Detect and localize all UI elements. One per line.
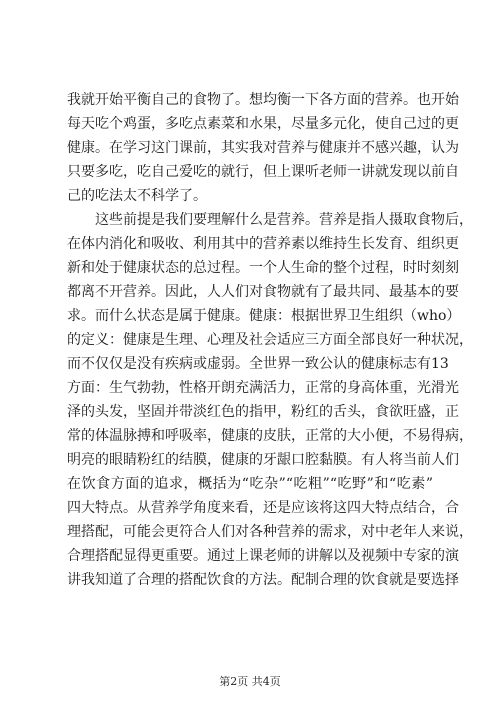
body-line: 在饮食方面的追求，概括为“吃杂”“吃粗”“吃野”和“吃素” xyxy=(67,476,433,492)
body-line: 健康。在学习这门课前，其实我对营养与健康并不感兴趣，认为 xyxy=(67,140,459,156)
body-line: 常的体温脉搏和呼吸率，健康的皮肤，正常的大小便，不易得病， xyxy=(67,428,473,444)
body-line: 都离不开营养。因此，人人们对食物就有了最共同、最基本的要 xyxy=(67,284,459,300)
body-line: 每天吃个鸡蛋，多吃点素菜和水果，尽量多元化，使自己过的更 xyxy=(67,116,459,132)
body-line: 理搭配，可能会更符合人们对各种营养的需求，对中老年人来说， xyxy=(67,524,473,540)
body-line: 明亮的眼睛粉红的结膜，健康的牙龈口腔黏膜。有人将当前人们 xyxy=(67,452,459,468)
body-line: 四大特点。从营养学角度来看，还是应该将这四大特点结合，合 xyxy=(67,500,459,516)
body-line: 我就开始平衡自己的食物了。想均衡一下各方面的营养。也开始 xyxy=(67,92,459,108)
body-line: 己的吃法太不科学了。 xyxy=(67,188,207,204)
body-line: 而不仅仅是没有疾病或虚弱。全世界一致公认的健康标志有13 xyxy=(67,356,449,372)
body-line: 的定义：健康是生理、心理及社会适应三方面全部良好一种状况， xyxy=(67,332,473,348)
body-line: 只要多吃，吃自己爱吃的就行，但上课听老师一讲就发现以前自 xyxy=(67,164,459,180)
body-line: 这些前提是我们要理解什么是营养。营养是指人摄取食物后， xyxy=(67,212,473,228)
body-line: 求。而什么状态是属于健康。健康：根据世界卫生组织（who） xyxy=(67,308,461,324)
body-line: 在体内消化和吸收、利用其中的营养素以维持生长发育、组织更 xyxy=(67,236,459,252)
body-line: 讲我知道了合理的搭配饮食的方法。配制合理的饮食就是要选择 xyxy=(67,572,459,588)
body-line: 新和处于健康状态的总过程。一个人生命的整个过程，时时刻刻 xyxy=(67,260,459,276)
body-line: 泽的头发，坚固并带淡红色的指甲，粉红的舌头，食欲旺盛，正 xyxy=(67,404,459,420)
body-line: 合理搭配显得更重要。通过上课老师的讲解以及视频中专家的演 xyxy=(67,548,459,564)
page-number: 第2页 共4页 xyxy=(219,675,281,688)
body-line: 方面：生气勃勃，性格开朗充满活力，正常的身高体重，光滑光 xyxy=(67,380,459,396)
